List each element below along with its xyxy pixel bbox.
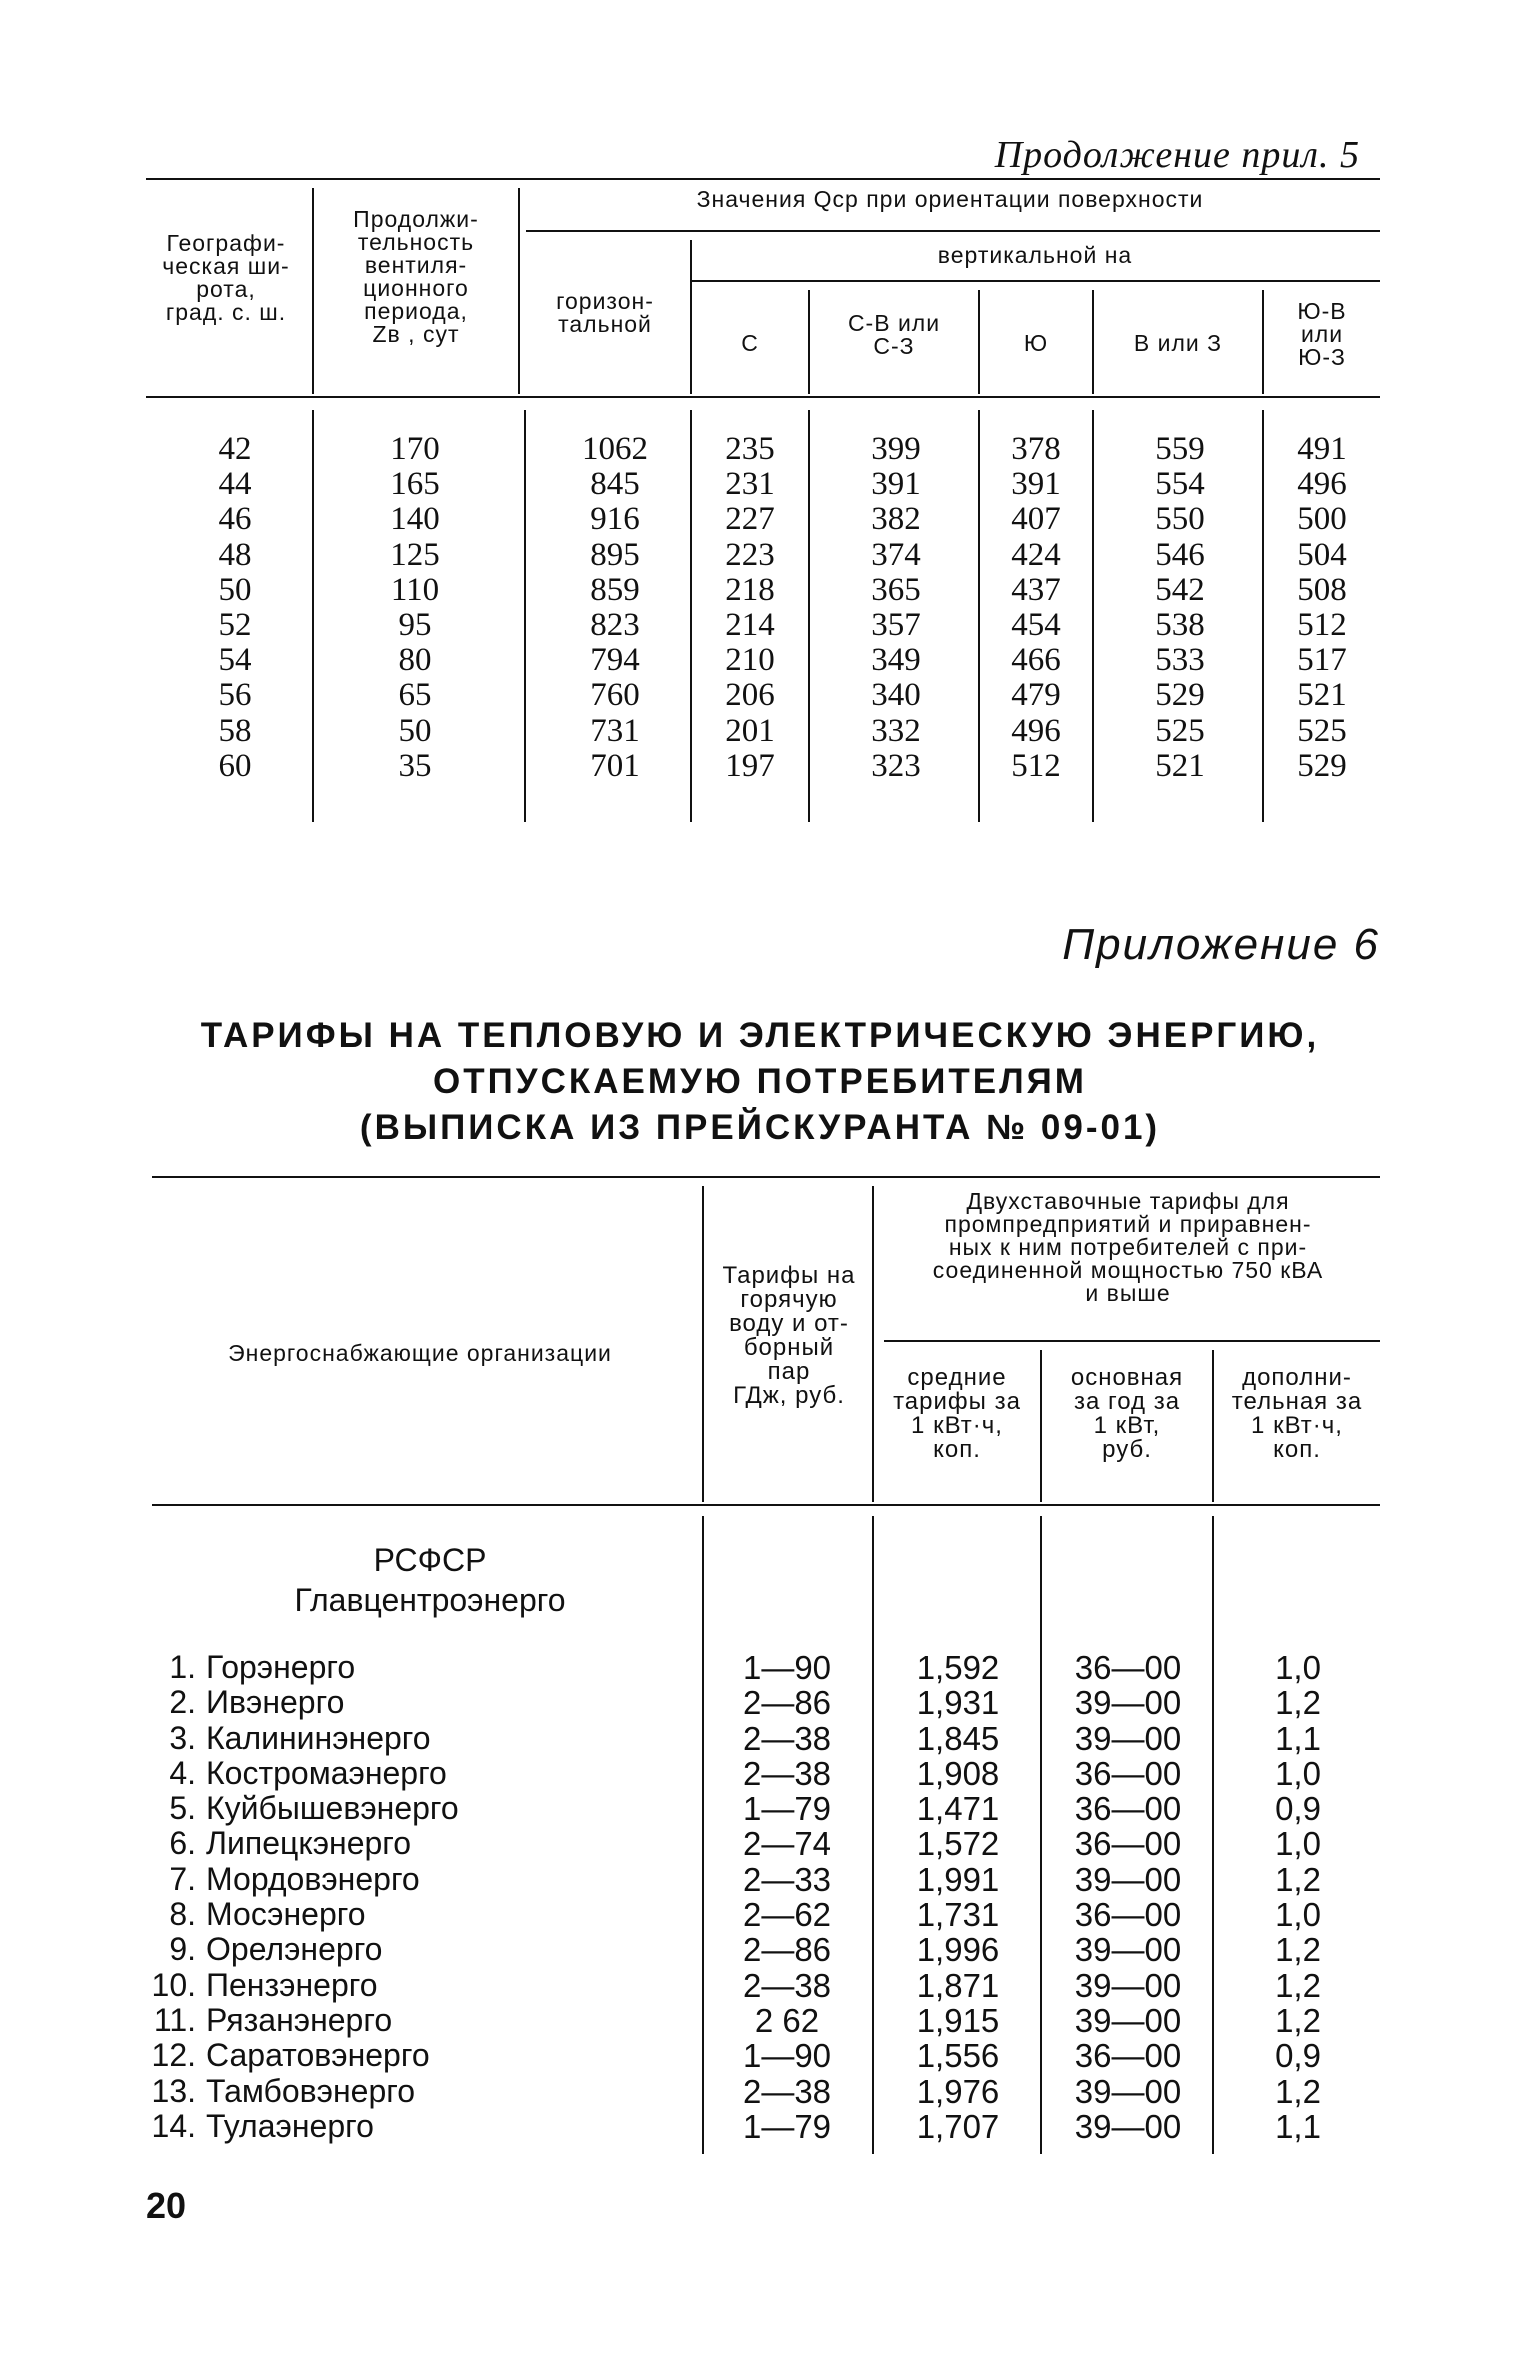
- avg-cell: 1,556: [916, 2037, 1000, 2075]
- nw-cell: 391: [871, 466, 921, 503]
- sw-cell: 512: [1297, 607, 1347, 644]
- duration-cell: 35: [398, 747, 432, 784]
- ew-cell: 542: [1155, 571, 1205, 608]
- n-column: [700, 432, 800, 784]
- org-number: 3.: [169, 1719, 196, 1756]
- latitude-column: [180, 432, 290, 784]
- hot-water-cell: 2—62: [742, 1896, 832, 1934]
- s-cell: 454: [1011, 607, 1061, 644]
- latitude-cell: 60: [218, 747, 252, 784]
- table1-vline: [808, 410, 810, 822]
- duration-cell: 65: [398, 677, 432, 714]
- nw-cell: 340: [871, 677, 921, 714]
- sw-cell: 525: [1297, 712, 1347, 749]
- horizontal-cell: 895: [590, 536, 640, 573]
- extra-cell: 1,0: [1275, 1754, 1321, 1792]
- avg-cell: 1,976: [916, 2072, 1000, 2110]
- org-row: [150, 1897, 700, 1932]
- ew-cell: 529: [1155, 677, 1205, 714]
- hot-water-cell: 2—38: [742, 1966, 832, 2004]
- th-values-group: Значения Qср при ориентации поверхности: [696, 186, 1204, 212]
- hot-water-cell: 1—79: [742, 1790, 832, 1828]
- ew-cell: 525: [1155, 712, 1205, 749]
- table2-vline: [1212, 1516, 1214, 2154]
- duration-cell: 140: [390, 501, 440, 538]
- hot-water-cell: 1—90: [742, 1649, 832, 1686]
- s-cell: 512: [1011, 747, 1061, 784]
- nw-cell: 349: [871, 642, 921, 679]
- th-ew: В или З: [1133, 330, 1223, 356]
- hot-water-cell: 2—74: [742, 1825, 832, 1863]
- ew-cell: 546: [1155, 536, 1205, 573]
- sw-cell: 491: [1297, 431, 1347, 467]
- th-s: Ю: [1023, 330, 1049, 356]
- s-cell: 391: [1011, 466, 1061, 503]
- org-name: Костромаэнерго: [206, 1754, 447, 1791]
- extra-cell: 1,2: [1275, 1860, 1321, 1898]
- base-cell: 36—00: [1074, 1825, 1182, 1863]
- org-number: 11.: [153, 2001, 196, 2038]
- horizontal-cell: 823: [590, 607, 640, 644]
- duration-cell: 125: [390, 536, 440, 573]
- base-cell: 39—00: [1074, 1966, 1182, 2004]
- org-name: Пензэнерго: [206, 1966, 378, 2003]
- avg-cell: 1,592: [916, 1649, 1000, 1686]
- th-hot-water: Тарифы на горячую воду и от- борный пар ГДж, руб.: [722, 1262, 856, 1409]
- th-horizontal: горизон- тальной: [556, 288, 654, 337]
- ew-cell: 554: [1155, 466, 1205, 503]
- s-cell: 479: [1011, 677, 1061, 714]
- org-row: [150, 2074, 700, 2109]
- s-cell: 424: [1011, 536, 1061, 573]
- n-cell: 223: [725, 536, 775, 573]
- section-heading: РСФСР Главцентроэнерго: [294, 1542, 566, 1618]
- table1-top-rule: [146, 178, 1380, 180]
- extra-cell: 1,0: [1275, 1825, 1321, 1863]
- base-cell: 36—00: [1074, 1896, 1182, 1934]
- org-number: 9.: [169, 1931, 196, 1968]
- avg-cell: 1,991: [916, 1860, 1000, 1898]
- latitude-cell: 48: [218, 536, 252, 573]
- avg-cell: 1,871: [916, 1966, 1000, 2004]
- ew-cell: 538: [1155, 607, 1205, 644]
- n-cell: 201: [725, 712, 775, 749]
- th-two-part: Двухставочные тарифы для промпредприятий и приравнен- ных к ним потребителей с при- соединенной мощностью 750 кВА и выше: [932, 1188, 1324, 1306]
- latitude-cell: 56: [218, 677, 252, 714]
- table1-vertical-rule: [690, 280, 1380, 282]
- base-cell: 36—00: [1074, 2037, 1182, 2075]
- duration-cell: 50: [398, 712, 432, 749]
- base-cell: 39—00: [1074, 1931, 1182, 1969]
- org-name: Тамбовэнерго: [206, 2072, 416, 2109]
- avg-cell: 1,915: [916, 2001, 1000, 2039]
- n-cell: 210: [725, 642, 775, 679]
- latitude-cell: 58: [218, 712, 252, 749]
- table2-group-rule: [884, 1340, 1380, 1342]
- horizontal-cell: 845: [590, 466, 640, 503]
- extra-cell: 1,2: [1275, 2001, 1321, 2039]
- org-name: Ивэнерго: [206, 1684, 345, 1721]
- sw-cell: 521: [1297, 677, 1347, 714]
- horizontal-cell: 731: [590, 712, 640, 749]
- title-line-3: (ВЫПИСКА ИЗ ПРЕЙСКУРАНТА № 09-01): [359, 1108, 1161, 1147]
- s-column: [986, 432, 1086, 784]
- org-row: [150, 1756, 700, 1791]
- org-number: 4.: [169, 1754, 196, 1791]
- hot-water-cell: 2—33: [742, 1860, 832, 1898]
- org-number: 10.: [151, 1966, 196, 2003]
- extra-cell: 0,9: [1275, 2037, 1321, 2075]
- nw-cell: 357: [871, 607, 921, 644]
- avg-cell: 1,707: [916, 2107, 1000, 2145]
- horizontal-cell: 1062: [582, 431, 648, 467]
- org-name: Мосэнерго: [206, 1896, 366, 1933]
- table1-vline: [1262, 410, 1264, 822]
- avg-cell: 1,572: [916, 1825, 1000, 1863]
- th-n: С: [741, 330, 759, 356]
- extra-cell: 1,2: [1275, 2072, 1321, 2110]
- org-row: [150, 2003, 700, 2038]
- org-name: Куйбышевэнерго: [206, 1790, 459, 1827]
- s-cell: 378: [1011, 431, 1061, 467]
- table1-vline: [524, 410, 526, 822]
- hot-water-cell: 2—38: [742, 1719, 832, 1757]
- th-org: Энергоснабжающие организации: [228, 1340, 612, 1366]
- nw-cell: 365: [871, 571, 921, 608]
- ew-cell: 550: [1155, 501, 1205, 538]
- horizontal-column: [552, 432, 678, 784]
- table1-vline: [690, 410, 692, 822]
- extra-cell: 1,2: [1275, 1966, 1321, 2004]
- org-name: Саратовэнерго: [206, 2037, 430, 2074]
- base-cell: 39—00: [1074, 2072, 1182, 2110]
- base-cell: 39—00: [1074, 2107, 1182, 2145]
- th-extra: дополни- тельная за 1 кВт·ч, коп.: [1231, 1364, 1363, 1463]
- org-list: [150, 1650, 700, 2144]
- ew-column: [1130, 432, 1230, 784]
- duration-cell: 110: [390, 571, 440, 608]
- ew-cell: 533: [1155, 642, 1205, 679]
- extra-column: [1220, 1650, 1376, 2144]
- latitude-cell: 54: [218, 642, 252, 679]
- ew-cell: 559: [1155, 431, 1205, 467]
- n-cell: 214: [725, 607, 775, 644]
- avg-cell: 1,731: [916, 1896, 1000, 1934]
- n-cell: 197: [725, 747, 775, 784]
- latitude-cell: 42: [218, 431, 252, 467]
- horizontal-cell: 859: [590, 571, 640, 608]
- horizontal-cell: 760: [590, 677, 640, 714]
- horizontal-cell: 916: [590, 501, 640, 538]
- table2-vline: [872, 1516, 874, 2154]
- sw-cell: 496: [1297, 466, 1347, 503]
- n-cell: 227: [725, 501, 775, 538]
- hot-water-cell: 1—90: [742, 2037, 832, 2075]
- base-cell: 36—00: [1074, 1649, 1182, 1686]
- extra-cell: 1,2: [1275, 1931, 1321, 1969]
- s-cell: 437: [1011, 571, 1061, 608]
- latitude-cell: 46: [218, 501, 252, 538]
- table1-vline: [1092, 410, 1094, 822]
- hot-water-cell: 2—86: [742, 1684, 832, 1722]
- table1-header-rule: [146, 396, 1380, 398]
- th-vertical-group: вертикальной на: [937, 242, 1133, 268]
- sw-cell: 529: [1297, 747, 1347, 784]
- th-latitude: Географи- ческая ши- рота, град. с. ш.: [162, 230, 290, 325]
- table2-vline: [702, 1516, 704, 2154]
- horizontal-cell: 701: [590, 747, 640, 784]
- title-line-1: ТАРИФЫ НА ТЕПЛОВУЮ И ЭЛЕКТРИЧЕСКУЮ ЭНЕРГИЮ,: [200, 1016, 1320, 1055]
- duration-column: [350, 432, 480, 784]
- avg-column: [880, 1650, 1036, 2144]
- base-column: [1048, 1650, 1208, 2144]
- table1-vline: [978, 410, 980, 822]
- hot-water-cell: 2—38: [742, 2072, 832, 2110]
- sw-cell: 504: [1297, 536, 1347, 573]
- org-number: 1.: [169, 1649, 196, 1685]
- duration-cell: 95: [398, 607, 432, 644]
- extra-cell: 1,1: [1275, 1719, 1321, 1757]
- nw-cell: 399: [871, 431, 921, 467]
- org-name: Калининэнерго: [206, 1719, 431, 1756]
- sw-cell: 508: [1297, 571, 1347, 608]
- table1-vline: [312, 410, 314, 822]
- th-avg: средние тарифы за 1 кВт·ч, коп.: [893, 1364, 1021, 1463]
- latitude-cell: 44: [218, 466, 252, 503]
- org-row: [150, 2038, 700, 2073]
- th-sw: Ю-В или Ю-З: [1297, 298, 1347, 370]
- latitude-cell: 50: [218, 571, 252, 608]
- org-row: [150, 1932, 700, 1967]
- base-cell: 39—00: [1074, 1860, 1182, 1898]
- extra-cell: 1,1: [1275, 2107, 1321, 2145]
- nw-cell: 332: [871, 712, 921, 749]
- org-number: 5.: [169, 1790, 196, 1827]
- org-row: [150, 1968, 700, 2003]
- base-cell: 39—00: [1074, 1684, 1182, 1722]
- latitude-cell: 52: [218, 607, 252, 644]
- table1-group-rule: [526, 230, 1380, 232]
- base-cell: 36—00: [1074, 1754, 1182, 1792]
- base-cell: 39—00: [1074, 1719, 1182, 1757]
- nw-cell: 323: [871, 747, 921, 784]
- continuation-header: Продолжение прил. 5: [994, 134, 1360, 176]
- nw-cell: 374: [871, 536, 921, 573]
- avg-cell: 1,931: [916, 1684, 1000, 1722]
- horizontal-cell: 794: [590, 642, 640, 679]
- nw-column: [846, 432, 946, 784]
- org-name: Рязанэнерго: [206, 2001, 393, 2038]
- extra-cell: 1,2: [1275, 1684, 1321, 1722]
- org-number: 6.: [169, 1825, 196, 1862]
- sw-cell: 517: [1297, 642, 1347, 679]
- org-number: 13.: [151, 2072, 196, 2109]
- org-number: 2.: [169, 1684, 196, 1721]
- org-name: Орелэнерго: [206, 1931, 383, 1968]
- avg-cell: 1,845: [916, 1719, 1000, 1757]
- duration-cell: 80: [398, 642, 432, 679]
- avg-cell: 1,908: [916, 1754, 1000, 1792]
- hot-water-cell: 2—86: [742, 1931, 832, 1969]
- th-nw: С-В или С-З: [847, 310, 941, 359]
- n-cell: 206: [725, 677, 775, 714]
- org-name: Горэнерго: [206, 1649, 356, 1685]
- org-row: [150, 2109, 700, 2144]
- n-cell: 235: [725, 431, 775, 467]
- base-cell: 39—00: [1074, 2001, 1182, 2039]
- n-cell: 231: [725, 466, 775, 503]
- avg-cell: 1,996: [916, 1931, 1000, 1969]
- org-name: Липецкэнерго: [206, 1825, 412, 1862]
- org-number: 7.: [169, 1860, 196, 1897]
- org-number: 14.: [151, 2107, 196, 2144]
- th-duration: Продолжи- тельность вентиля- ционного периода, Zв , сут: [353, 206, 479, 347]
- extra-cell: 1,0: [1275, 1649, 1321, 1686]
- ew-cell: 521: [1155, 747, 1205, 784]
- s-cell: 407: [1011, 501, 1061, 538]
- org-row: [150, 1791, 700, 1826]
- org-row: [150, 1826, 700, 1861]
- s-cell: 496: [1011, 712, 1061, 749]
- duration-cell: 170: [390, 431, 440, 467]
- duration-cell: 165: [390, 466, 440, 503]
- table2-vline: [1040, 1516, 1042, 2154]
- org-row: [150, 1862, 700, 1897]
- n-cell: 218: [725, 571, 775, 608]
- sw-column: [1272, 432, 1372, 784]
- sw-cell: 500: [1297, 501, 1347, 538]
- org-row: [150, 1721, 700, 1756]
- title-line-2: ОТПУСКАЕМУЮ ПОТРЕБИТЕЛЯМ: [433, 1062, 1087, 1101]
- hot-water-column: [712, 1650, 862, 2144]
- org-row: [150, 1685, 700, 1720]
- table2-top-rule: [152, 1176, 1380, 1178]
- org-name: Тулаэнерго: [206, 2107, 374, 2144]
- org-number: 8.: [169, 1896, 196, 1933]
- hot-water-cell: 2 62: [754, 2001, 820, 2039]
- org-name: Мордовэнерго: [206, 1860, 420, 1897]
- nw-cell: 382: [871, 501, 921, 538]
- page-number: 20: [146, 2185, 187, 2226]
- org-number: 12.: [151, 2037, 196, 2074]
- hot-water-cell: 2—38: [742, 1754, 832, 1792]
- appendix-label: Приложение 6: [1062, 920, 1380, 969]
- s-cell: 466: [1011, 642, 1061, 679]
- base-cell: 36—00: [1074, 1790, 1182, 1828]
- hot-water-cell: 1—79: [742, 2107, 832, 2145]
- org-row: [150, 1650, 700, 1685]
- extra-cell: 1,0: [1275, 1896, 1321, 1934]
- extra-cell: 0,9: [1275, 1790, 1321, 1828]
- th-base: основная за год за 1 кВт, руб.: [1070, 1364, 1184, 1463]
- table2-header-rule: [152, 1504, 1380, 1506]
- avg-cell: 1,471: [916, 1790, 1000, 1828]
